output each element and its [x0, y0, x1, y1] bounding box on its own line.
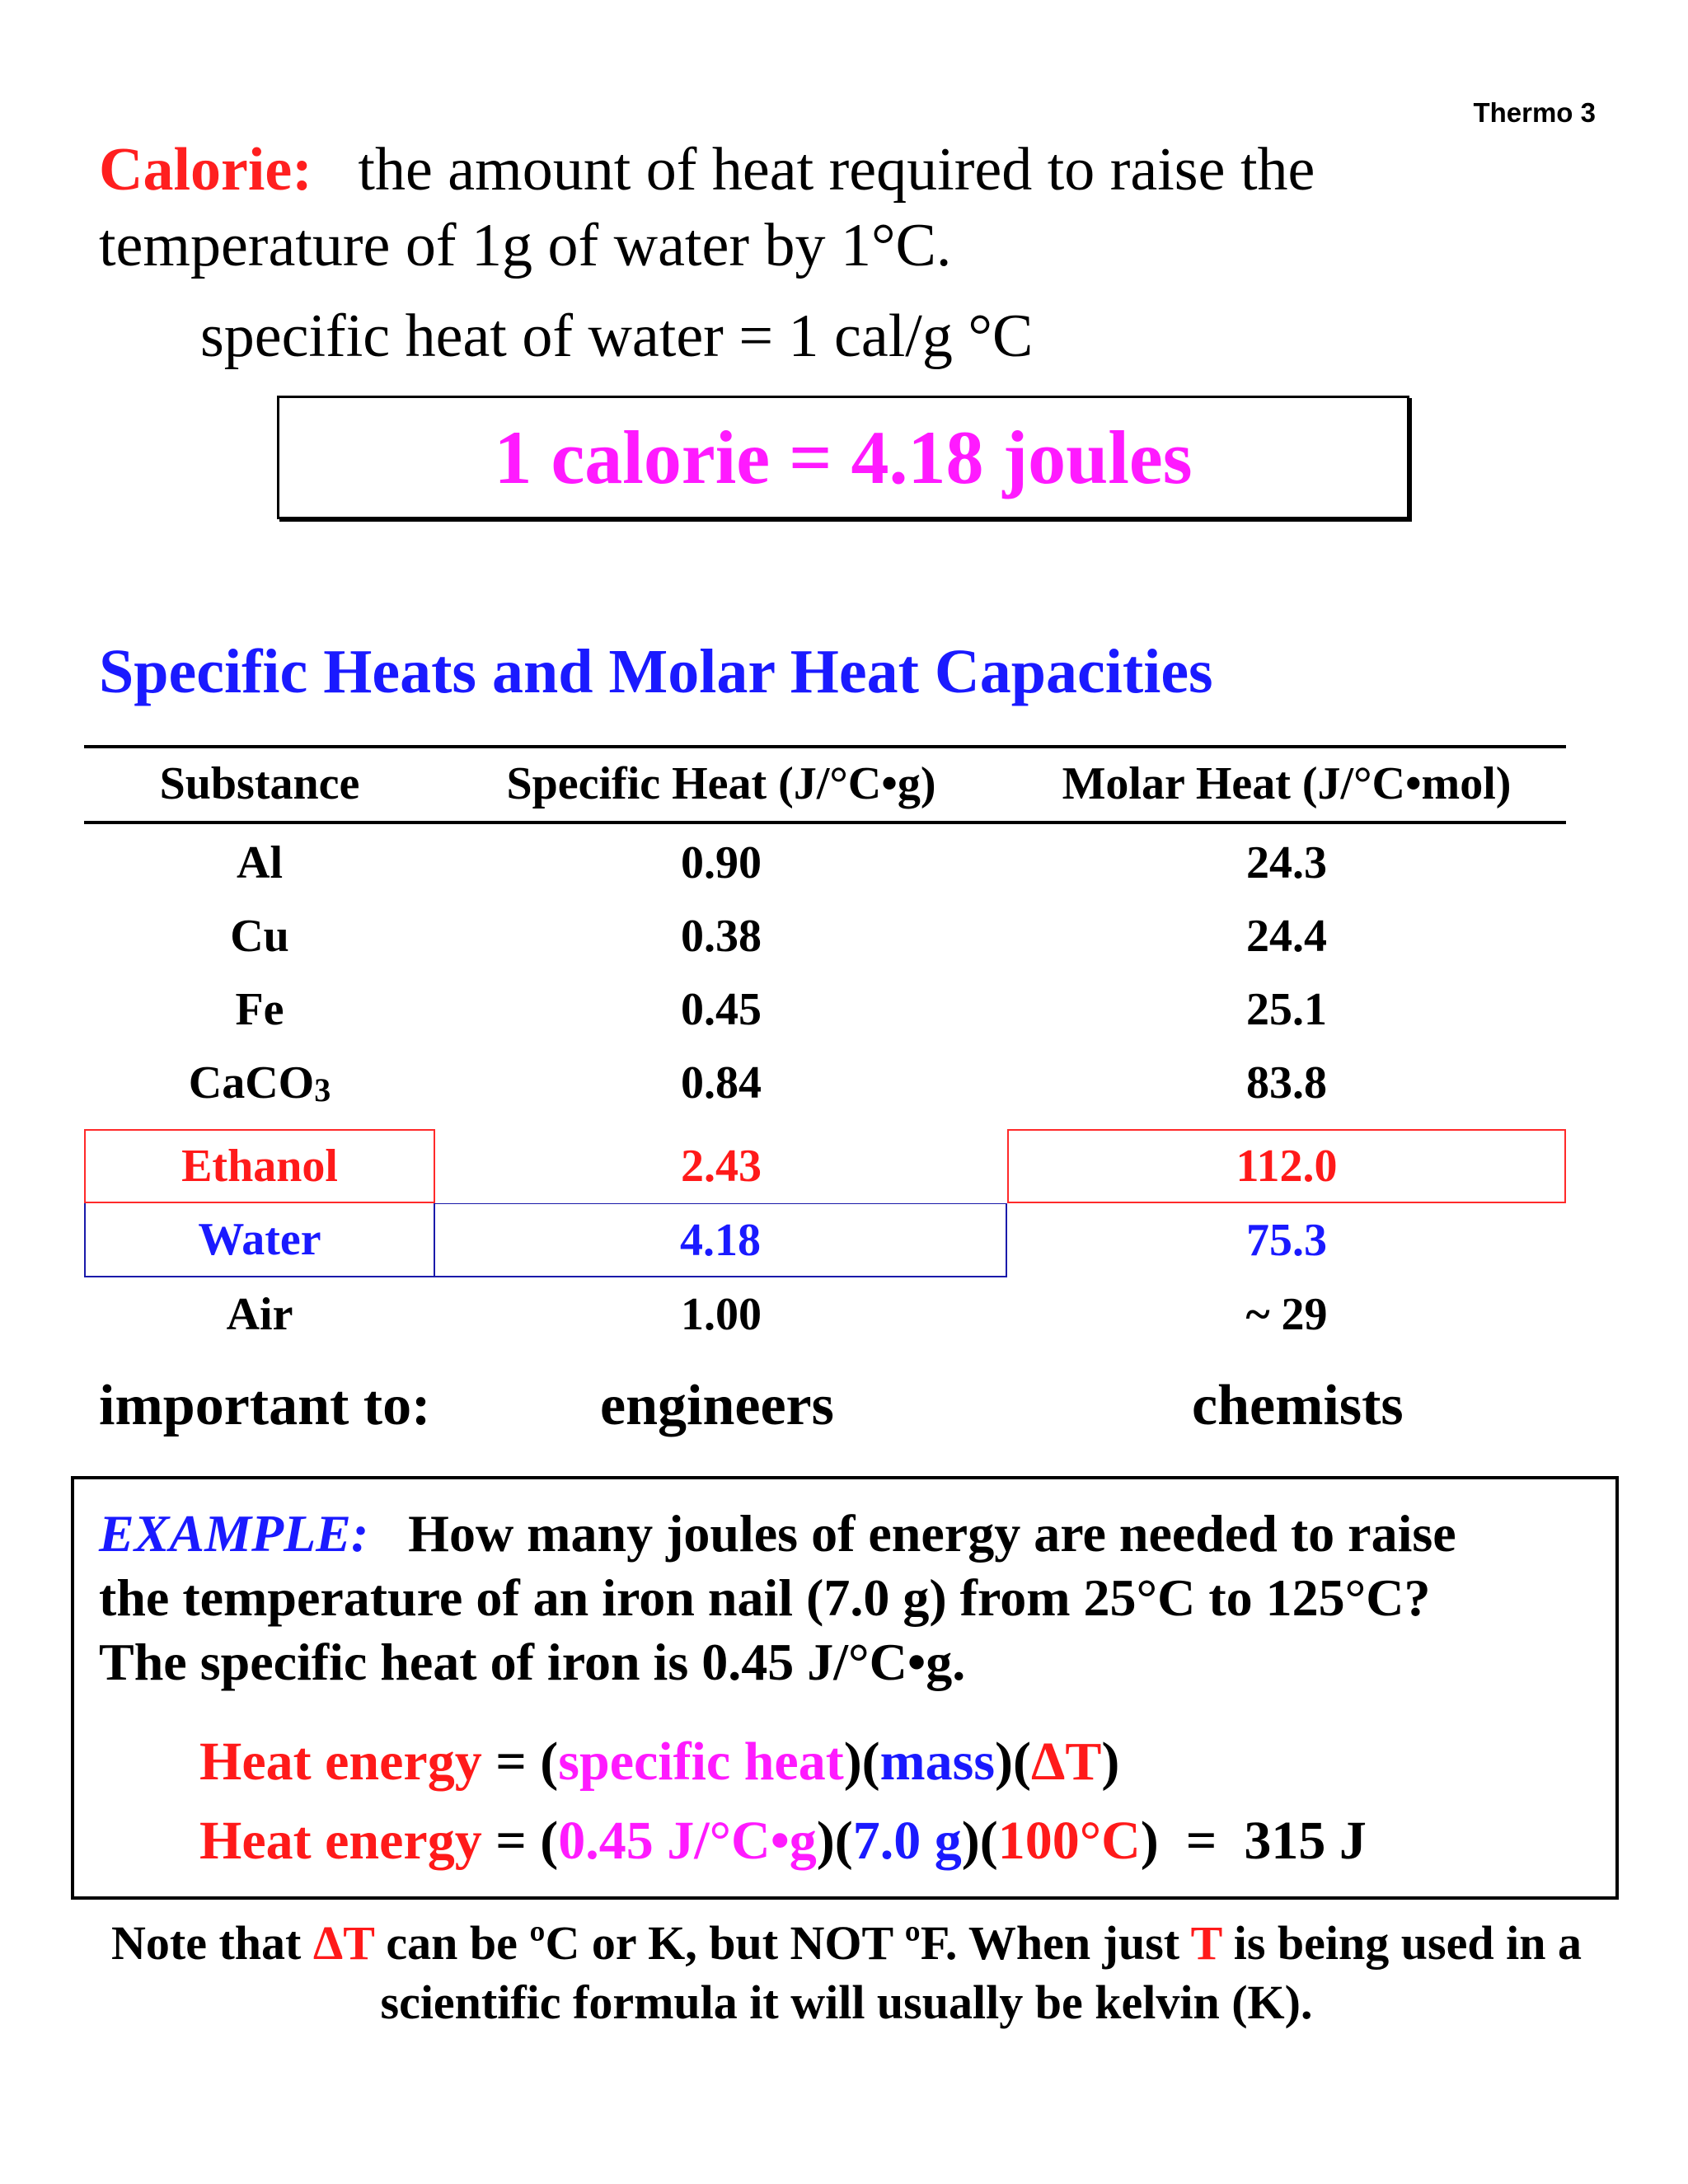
formula-delta-t: ΔT [1031, 1732, 1102, 1792]
cell-molar-heat: 24.4 [1246, 911, 1327, 962]
cell-substance: Air [226, 1289, 293, 1340]
note-part: can be ºC or K, but NOT ºF. When just [373, 1916, 1191, 1970]
example-text [99, 1502, 1582, 1694]
header-molar-heat: Molar Heat (J/°C•mol) [1062, 758, 1512, 809]
formula-general [199, 1731, 1119, 1793]
cell-molar-heat: 24.3 [1246, 837, 1327, 888]
note-t: T [1190, 1916, 1222, 1970]
cell-substance-water: Water [84, 1203, 435, 1277]
formula-sep: )( [816, 1811, 853, 1871]
cell-specific-heat: 0.90 [681, 837, 762, 888]
example-question-1: How many joules of energy are needed to raise [408, 1504, 1456, 1563]
cell-specific-heat: 0.84 [681, 1057, 762, 1108]
formula-specific-heat: specific heat [558, 1732, 844, 1792]
cell-specific-heat-water: 4.18 [435, 1203, 1007, 1277]
note-part: Note that [111, 1916, 313, 1970]
note-text [84, 1914, 1609, 2032]
water-specific-heat: specific heat of water = 1 cal/g °C [200, 302, 1034, 370]
substance-subscript: 3 [314, 1071, 331, 1108]
note-part: is being used in a scientific formula it will usually be kelvin (K). [380, 1916, 1582, 2029]
formula-lhs: Heat energy [199, 1811, 482, 1871]
formula-mass-value: 7.0 g [852, 1811, 962, 1871]
example-line-1 [99, 1502, 1582, 1566]
example-label: EXAMPLE: [99, 1504, 369, 1563]
page-label: Thermo 3 [1473, 97, 1596, 128]
formula-sep: )( [843, 1732, 880, 1792]
cell-specific-heat: 0.45 [681, 984, 762, 1035]
important-label: important to: [99, 1374, 431, 1437]
cell-specific-heat: 1.00 [681, 1289, 762, 1340]
cell-substance [84, 1046, 435, 1120]
formula-close: ) [1140, 1811, 1159, 1871]
calorie-definition [99, 132, 1500, 284]
example-question-3: The specific heat of iron is 0.45 J/°C•g. [99, 1633, 966, 1691]
header-substance: Substance [159, 758, 360, 809]
cell-molar-heat: ~ 29 [1245, 1289, 1328, 1340]
important-engineers: engineers [600, 1374, 834, 1437]
note-delta-t: ΔT [312, 1916, 374, 1970]
header-specific-heat: Specific Heat (J/°C•g) [506, 758, 936, 809]
cell-substance: Cu [230, 911, 289, 962]
formula-result: = 315 J [1158, 1811, 1367, 1871]
formula-delta-t-value: 100°C [997, 1811, 1141, 1871]
cell-specific-heat: 2.43 [681, 1141, 762, 1192]
conversion-text: 1 calorie = 4.18 joules [494, 415, 1193, 499]
cell-substance: Fe [235, 984, 284, 1035]
formula-eq: = ( [481, 1811, 559, 1871]
definition-text: the amount of heat required to raise the temperature of 1g of water by 1°C. [99, 136, 1315, 279]
formula-specific-heat-value: 0.45 J/°C•g [558, 1811, 817, 1871]
formula-lhs: Heat energy [199, 1732, 482, 1792]
cell-molar-heat: 83.8 [1246, 1057, 1327, 1108]
cell-molar-heat-ethanol: 112.0 [1007, 1129, 1566, 1203]
important-chemists: chemists [1192, 1374, 1404, 1437]
cell-molar-heat: 75.3 [1246, 1215, 1327, 1266]
formula-sep: )( [961, 1811, 998, 1871]
substance-formula: CaCO [188, 1057, 315, 1108]
formula-substituted [199, 1810, 1367, 1872]
formula-close: ) [1101, 1732, 1120, 1792]
definition-term: Calorie: [99, 136, 312, 204]
example-question-2: the temperature of an iron nail (7.0 g) from 25°C to 125°C? [99, 1568, 1431, 1627]
table-header-rule [84, 821, 1566, 824]
cell-substance-ethanol: Ethanol [84, 1129, 435, 1203]
formula-eq: = ( [481, 1732, 559, 1792]
formula-sep: )( [995, 1732, 1031, 1792]
section-title: Specific Heats and Molar Heat Capacities [99, 637, 1213, 706]
cell-molar-heat: 25.1 [1246, 984, 1327, 1035]
formula-mass: mass [879, 1732, 996, 1792]
cell-substance: Al [237, 837, 283, 888]
cell-specific-heat: 0.38 [681, 911, 762, 962]
